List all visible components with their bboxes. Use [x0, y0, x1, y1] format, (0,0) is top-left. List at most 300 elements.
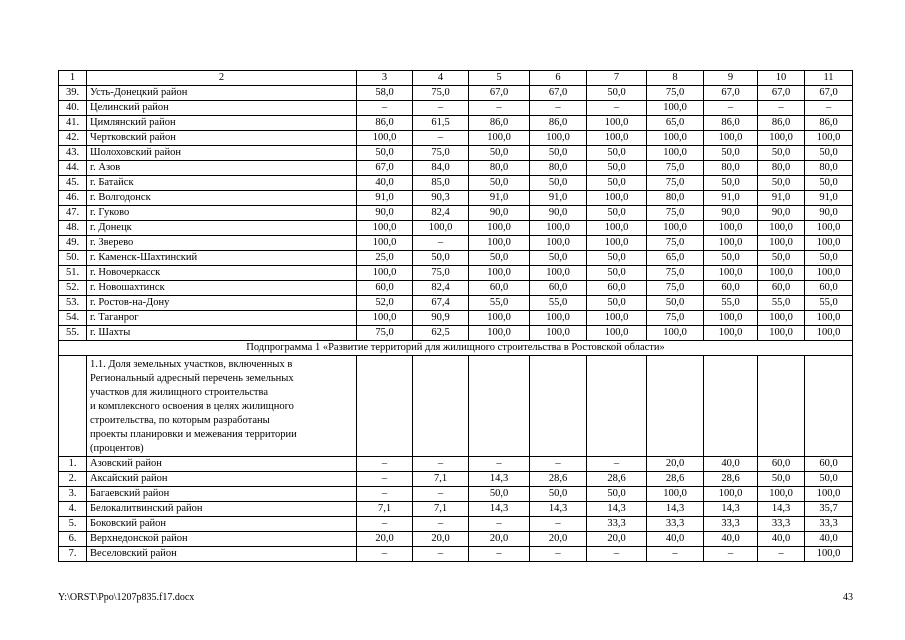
- row-number: 42.: [59, 131, 87, 146]
- value-cell: –: [805, 101, 853, 116]
- column-header: 1: [59, 71, 87, 86]
- table-row: [59, 502, 853, 517]
- value-cell: 100,0: [647, 221, 704, 236]
- value-cell: 20,0: [357, 532, 413, 547]
- value-cell: 90,3: [413, 191, 469, 206]
- value-cell: 50,0: [805, 472, 853, 487]
- table-row: [59, 101, 853, 116]
- value-cell: 80,0: [647, 191, 704, 206]
- value-cell: 20,0: [469, 532, 530, 547]
- value-cell: 86,0: [805, 116, 853, 131]
- value-cell: 40,0: [805, 532, 853, 547]
- row-number: 48.: [59, 221, 87, 236]
- value-cell: 86,0: [530, 116, 587, 131]
- value-cell: 100,0: [704, 236, 758, 251]
- value-cell: 100,0: [647, 131, 704, 146]
- table-row: [59, 86, 853, 101]
- value-cell: 100,0: [758, 266, 805, 281]
- value-cell: 14,3: [469, 472, 530, 487]
- value-cell: 100,0: [704, 311, 758, 326]
- empty-cell: [758, 356, 805, 457]
- district-name: г. Зверево: [87, 236, 357, 251]
- value-cell: 52,0: [357, 296, 413, 311]
- value-cell: 100,0: [647, 487, 704, 502]
- subprogram-title: Подпрограмма 1 «Развитие территорий для жилищного строительства в Ростовской области»: [59, 341, 853, 356]
- subprogram-row: [59, 341, 853, 356]
- row-number: 7.: [59, 547, 87, 562]
- district-name: Цимлянский район: [87, 116, 357, 131]
- row-number: 47.: [59, 206, 87, 221]
- district-name: г. Каменск-Шахтинский: [87, 251, 357, 266]
- value-cell: 100,0: [530, 311, 587, 326]
- district-name: Белокалитвинский район: [87, 502, 357, 517]
- table-row: [59, 517, 853, 532]
- value-cell: 100,0: [587, 221, 647, 236]
- value-cell: 20,0: [413, 532, 469, 547]
- value-cell: –: [587, 547, 647, 562]
- table-row: [59, 176, 853, 191]
- value-cell: 33,3: [587, 517, 647, 532]
- value-cell: 90,0: [758, 206, 805, 221]
- value-cell: 100,0: [758, 131, 805, 146]
- column-header: 4: [413, 71, 469, 86]
- district-name: г. Ростов-на-Дону: [87, 296, 357, 311]
- district-name: Целинский район: [87, 101, 357, 116]
- value-cell: 100,0: [469, 266, 530, 281]
- value-cell: 100,0: [587, 311, 647, 326]
- page-number: 43: [843, 592, 853, 603]
- district-name: г. Гуково: [87, 206, 357, 221]
- value-cell: 75,0: [413, 266, 469, 281]
- value-cell: 55,0: [469, 296, 530, 311]
- value-cell: 28,6: [530, 472, 587, 487]
- value-cell: 100,0: [357, 266, 413, 281]
- value-cell: 50,0: [469, 146, 530, 161]
- value-cell: 50,0: [587, 206, 647, 221]
- value-cell: 80,0: [805, 161, 853, 176]
- value-cell: 60,0: [530, 281, 587, 296]
- value-cell: 100,0: [758, 326, 805, 341]
- table-row: [59, 161, 853, 176]
- value-cell: 91,0: [704, 191, 758, 206]
- table-row: [59, 547, 853, 562]
- value-cell: 50,0: [758, 146, 805, 161]
- value-cell: 14,3: [469, 502, 530, 517]
- empty-cell: [469, 356, 530, 457]
- table-row: [59, 191, 853, 206]
- value-cell: –: [413, 517, 469, 532]
- value-cell: 100,0: [469, 311, 530, 326]
- indicator-line: (процентов): [90, 443, 144, 454]
- value-cell: 75,0: [647, 281, 704, 296]
- value-cell: 67,4: [413, 296, 469, 311]
- value-cell: 100,0: [469, 131, 530, 146]
- value-cell: –: [758, 101, 805, 116]
- value-cell: 50,0: [587, 86, 647, 101]
- table-row: [59, 281, 853, 296]
- district-name: г. Батайск: [87, 176, 357, 191]
- column-header: 7: [587, 71, 647, 86]
- row-number: 40.: [59, 101, 87, 116]
- table-row: [59, 146, 853, 161]
- value-cell: 20,0: [647, 457, 704, 472]
- table-row: [59, 457, 853, 472]
- value-cell: –: [587, 101, 647, 116]
- value-cell: 28,6: [587, 472, 647, 487]
- table-row: [59, 532, 853, 547]
- indicator-line: Региональный адресный перечень земельных: [90, 373, 294, 384]
- value-cell: 50,0: [530, 146, 587, 161]
- value-cell: 75,0: [647, 311, 704, 326]
- value-cell: 50,0: [758, 176, 805, 191]
- row-number: 1.: [59, 457, 87, 472]
- value-cell: 91,0: [530, 191, 587, 206]
- row-number: 43.: [59, 146, 87, 161]
- value-cell: 33,3: [805, 517, 853, 532]
- column-header: 9: [704, 71, 758, 86]
- column-header: 5: [469, 71, 530, 86]
- empty-cell: [357, 356, 413, 457]
- value-cell: 100,0: [469, 326, 530, 341]
- value-cell: 75,0: [647, 266, 704, 281]
- value-cell: 75,0: [413, 86, 469, 101]
- table-row: [59, 221, 853, 236]
- value-cell: 75,0: [413, 146, 469, 161]
- value-cell: 20,0: [530, 532, 587, 547]
- value-cell: 60,0: [704, 281, 758, 296]
- value-cell: 100,0: [805, 547, 853, 562]
- district-name: г. Азов: [87, 161, 357, 176]
- indicator-line: 1.1. Доля земельных участков, включенных в: [90, 359, 293, 370]
- value-cell: 50,0: [469, 251, 530, 266]
- value-cell: 40,0: [357, 176, 413, 191]
- table-row: [59, 472, 853, 487]
- value-cell: 91,0: [805, 191, 853, 206]
- value-cell: 33,3: [704, 517, 758, 532]
- value-cell: 100,0: [805, 311, 853, 326]
- value-cell: 14,3: [647, 502, 704, 517]
- value-cell: 100,0: [587, 236, 647, 251]
- value-cell: 90,9: [413, 311, 469, 326]
- value-cell: 50,0: [357, 146, 413, 161]
- table-row: [59, 266, 853, 281]
- value-cell: –: [530, 517, 587, 532]
- value-cell: 80,0: [469, 161, 530, 176]
- value-cell: 100,0: [413, 221, 469, 236]
- value-cell: 100,0: [530, 236, 587, 251]
- value-cell: 67,0: [357, 161, 413, 176]
- value-cell: 14,3: [758, 502, 805, 517]
- value-cell: –: [587, 457, 647, 472]
- empty-cell: [647, 356, 704, 457]
- district-name: Багаевский район: [87, 487, 357, 502]
- empty-cell: [805, 356, 853, 457]
- row-number: 3.: [59, 487, 87, 502]
- value-cell: 60,0: [587, 281, 647, 296]
- row-number: 6.: [59, 532, 87, 547]
- value-cell: 91,0: [758, 191, 805, 206]
- value-cell: 100,0: [587, 326, 647, 341]
- row-number: 44.: [59, 161, 87, 176]
- row-number: 4.: [59, 502, 87, 517]
- value-cell: 7,1: [357, 502, 413, 517]
- value-cell: 14,3: [704, 502, 758, 517]
- value-cell: –: [469, 101, 530, 116]
- district-name: Веселовский район: [87, 547, 357, 562]
- value-cell: 90,0: [704, 206, 758, 221]
- district-name: г. Новошахтинск: [87, 281, 357, 296]
- empty-cell: [704, 356, 758, 457]
- header-row: [59, 71, 853, 86]
- value-cell: –: [530, 547, 587, 562]
- value-cell: –: [357, 457, 413, 472]
- table-row: [59, 236, 853, 251]
- row-number: 52.: [59, 281, 87, 296]
- indicator-row: [59, 356, 853, 457]
- value-cell: 100,0: [805, 131, 853, 146]
- value-cell: 60,0: [805, 281, 853, 296]
- value-cell: 62,5: [413, 326, 469, 341]
- value-cell: 100,0: [647, 326, 704, 341]
- value-cell: 100,0: [647, 101, 704, 116]
- row-number: 55.: [59, 326, 87, 341]
- value-cell: 100,0: [530, 221, 587, 236]
- value-cell: 100,0: [530, 326, 587, 341]
- value-cell: 14,3: [530, 502, 587, 517]
- value-cell: –: [704, 547, 758, 562]
- value-cell: 86,0: [704, 116, 758, 131]
- district-name: г. Волгодонск: [87, 191, 357, 206]
- value-cell: 100,0: [805, 236, 853, 251]
- column-header: 3: [357, 71, 413, 86]
- district-name: Шолоховский район: [87, 146, 357, 161]
- value-cell: 50,0: [805, 176, 853, 191]
- value-cell: 50,0: [530, 251, 587, 266]
- value-cell: 40,0: [704, 532, 758, 547]
- table-row: [59, 296, 853, 311]
- value-cell: 55,0: [805, 296, 853, 311]
- value-cell: 50,0: [758, 251, 805, 266]
- district-name: г. Новочеркасск: [87, 266, 357, 281]
- value-cell: 100,0: [530, 266, 587, 281]
- value-cell: –: [357, 487, 413, 502]
- row-number: 39.: [59, 86, 87, 101]
- value-cell: –: [469, 547, 530, 562]
- value-cell: 7,1: [413, 472, 469, 487]
- value-cell: 82,4: [413, 206, 469, 221]
- value-cell: 75,0: [647, 161, 704, 176]
- row-number: 54.: [59, 311, 87, 326]
- value-cell: 50,0: [587, 146, 647, 161]
- value-cell: 25,0: [357, 251, 413, 266]
- value-cell: 90,0: [805, 206, 853, 221]
- value-cell: 50,0: [704, 146, 758, 161]
- value-cell: 28,6: [704, 472, 758, 487]
- value-cell: 91,0: [357, 191, 413, 206]
- indicator-description: [87, 356, 357, 457]
- value-cell: –: [704, 101, 758, 116]
- district-name: г. Шахты: [87, 326, 357, 341]
- value-cell: 100,0: [758, 487, 805, 502]
- value-cell: 100,0: [758, 311, 805, 326]
- value-cell: 80,0: [758, 161, 805, 176]
- district-name: Чертковский район: [87, 131, 357, 146]
- value-cell: –: [469, 517, 530, 532]
- value-cell: 85,0: [413, 176, 469, 191]
- district-name: Усть-Донецкий район: [87, 86, 357, 101]
- value-cell: 86,0: [469, 116, 530, 131]
- value-cell: 100,0: [530, 131, 587, 146]
- value-cell: 100,0: [469, 221, 530, 236]
- value-cell: –: [357, 517, 413, 532]
- value-cell: 20,0: [587, 532, 647, 547]
- value-cell: –: [530, 101, 587, 116]
- table-row: [59, 131, 853, 146]
- value-cell: 50,0: [587, 251, 647, 266]
- value-cell: 100,0: [805, 221, 853, 236]
- value-cell: –: [469, 457, 530, 472]
- district-name: г. Таганрог: [87, 311, 357, 326]
- value-cell: 84,0: [413, 161, 469, 176]
- value-cell: –: [413, 236, 469, 251]
- district-name: г. Донецк: [87, 221, 357, 236]
- value-cell: 55,0: [704, 296, 758, 311]
- value-cell: 100,0: [805, 326, 853, 341]
- value-cell: 75,0: [647, 176, 704, 191]
- empty-cell: [587, 356, 647, 457]
- empty-cell: [530, 356, 587, 457]
- value-cell: 90,0: [530, 206, 587, 221]
- indicator-line: проекты планировки и межевания территории: [90, 429, 297, 440]
- value-cell: 61,5: [413, 116, 469, 131]
- value-cell: 100,0: [805, 266, 853, 281]
- value-cell: 75,0: [647, 236, 704, 251]
- value-cell: –: [530, 457, 587, 472]
- value-cell: 86,0: [357, 116, 413, 131]
- value-cell: 50,0: [587, 487, 647, 502]
- row-number: 49.: [59, 236, 87, 251]
- column-header: 8: [647, 71, 704, 86]
- value-cell: 50,0: [530, 176, 587, 191]
- value-cell: 50,0: [704, 176, 758, 191]
- column-header: 6: [530, 71, 587, 86]
- indicator-line: участков для жилищного строительства: [90, 387, 268, 398]
- value-cell: 100,0: [704, 487, 758, 502]
- column-header: 11: [805, 71, 853, 86]
- value-cell: –: [413, 101, 469, 116]
- value-cell: 50,0: [413, 251, 469, 266]
- value-cell: 58,0: [357, 86, 413, 101]
- value-cell: 82,4: [413, 281, 469, 296]
- value-cell: 67,0: [530, 86, 587, 101]
- table-row: [59, 206, 853, 221]
- value-cell: 50,0: [805, 251, 853, 266]
- value-cell: 100,0: [704, 221, 758, 236]
- row-number: 46.: [59, 191, 87, 206]
- column-header: 2: [87, 71, 357, 86]
- value-cell: 100,0: [469, 236, 530, 251]
- value-cell: 60,0: [758, 457, 805, 472]
- value-cell: 28,6: [647, 472, 704, 487]
- district-name: Азовский район: [87, 457, 357, 472]
- document-path: Y:\ORST\Ppo\1207p835.f17.docx: [58, 592, 195, 603]
- value-cell: 65,0: [647, 116, 704, 131]
- row-number: 53.: [59, 296, 87, 311]
- value-cell: 90,0: [357, 206, 413, 221]
- value-cell: –: [413, 131, 469, 146]
- value-cell: 33,3: [758, 517, 805, 532]
- value-cell: 100,0: [704, 266, 758, 281]
- value-cell: 50,0: [587, 296, 647, 311]
- value-cell: 40,0: [758, 532, 805, 547]
- value-cell: 100,0: [704, 131, 758, 146]
- indicator-table: [58, 70, 853, 562]
- value-cell: 50,0: [469, 487, 530, 502]
- row-number: 5.: [59, 517, 87, 532]
- value-cell: 100,0: [357, 221, 413, 236]
- row-number: 41.: [59, 116, 87, 131]
- empty-cell: [413, 356, 469, 457]
- value-cell: 75,0: [647, 206, 704, 221]
- value-cell: 50,0: [805, 146, 853, 161]
- value-cell: 60,0: [805, 457, 853, 472]
- indicator-line: строительства, по которым разработаны: [90, 415, 270, 426]
- value-cell: 80,0: [704, 161, 758, 176]
- row-number: 45.: [59, 176, 87, 191]
- value-cell: 50,0: [587, 176, 647, 191]
- value-cell: 40,0: [704, 457, 758, 472]
- value-cell: 50,0: [647, 296, 704, 311]
- value-cell: 55,0: [758, 296, 805, 311]
- indicator-line: и комплексного освоения в целях жилищного: [90, 401, 294, 412]
- value-cell: 35,7: [805, 502, 853, 517]
- district-name: Боковский район: [87, 517, 357, 532]
- indicator-number-cell: [59, 356, 87, 457]
- value-cell: 55,0: [530, 296, 587, 311]
- value-cell: 80,0: [530, 161, 587, 176]
- value-cell: 50,0: [758, 472, 805, 487]
- value-cell: –: [413, 547, 469, 562]
- value-cell: 67,0: [758, 86, 805, 101]
- value-cell: 100,0: [704, 326, 758, 341]
- value-cell: 100,0: [647, 146, 704, 161]
- table-row: [59, 251, 853, 266]
- value-cell: 100,0: [357, 311, 413, 326]
- row-number: 51.: [59, 266, 87, 281]
- value-cell: –: [758, 547, 805, 562]
- value-cell: 100,0: [357, 131, 413, 146]
- value-cell: 14,3: [587, 502, 647, 517]
- value-cell: 100,0: [758, 221, 805, 236]
- value-cell: –: [357, 101, 413, 116]
- value-cell: –: [357, 547, 413, 562]
- value-cell: –: [413, 487, 469, 502]
- value-cell: 60,0: [357, 281, 413, 296]
- value-cell: 90,0: [469, 206, 530, 221]
- district-name: Верхнедонской район: [87, 532, 357, 547]
- value-cell: 40,0: [647, 532, 704, 547]
- value-cell: 100,0: [587, 191, 647, 206]
- value-cell: 100,0: [758, 236, 805, 251]
- value-cell: 67,0: [469, 86, 530, 101]
- value-cell: 67,0: [805, 86, 853, 101]
- row-number: 2.: [59, 472, 87, 487]
- value-cell: 60,0: [758, 281, 805, 296]
- value-cell: 100,0: [357, 236, 413, 251]
- value-cell: 65,0: [647, 251, 704, 266]
- row-number: 50.: [59, 251, 87, 266]
- value-cell: 100,0: [587, 116, 647, 131]
